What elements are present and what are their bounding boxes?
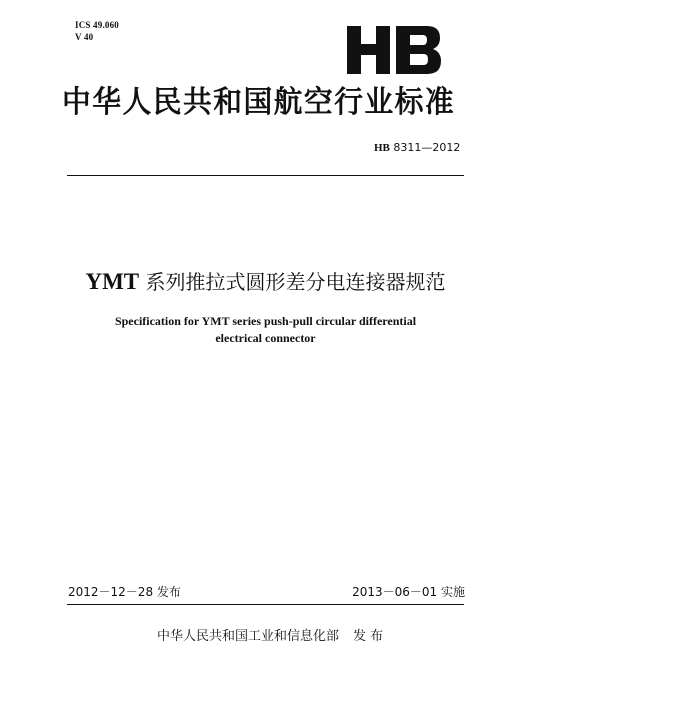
title-cn-prefix: YMT [85,269,140,294]
title-en-line1: Specification for YMT series push-pull circular differential [114,314,417,328]
bottom-divider [67,604,464,605]
standard-category-title: 中华人民共和国航空行业标准 [62,85,456,120]
implementation-date: 2013－06－01 实施 [352,585,465,599]
publisher [157,628,383,646]
ics-code: ICS 49.060 [75,20,120,30]
publisher-action: 发 布 [353,629,384,644]
document-title-cn [0,268,531,296]
standard-code-number: 8311—2012 [393,141,461,154]
standard-code-prefix: HB [374,142,390,154]
classification-codes [75,19,119,43]
document-title-en [0,313,531,347]
standard-code [374,141,460,155]
top-divider [67,175,464,176]
hb-logo [347,26,441,74]
title-cn-text: 系列推拉式圆形差分电连接器规范 [145,270,446,294]
issue-date: 2012－12－28 发布 [68,585,181,599]
publisher-name: 中华人民共和国工业和信息化部 [157,629,340,644]
ccs-code: V 40 [75,32,94,42]
title-en-line2: electrical connector [215,331,316,345]
